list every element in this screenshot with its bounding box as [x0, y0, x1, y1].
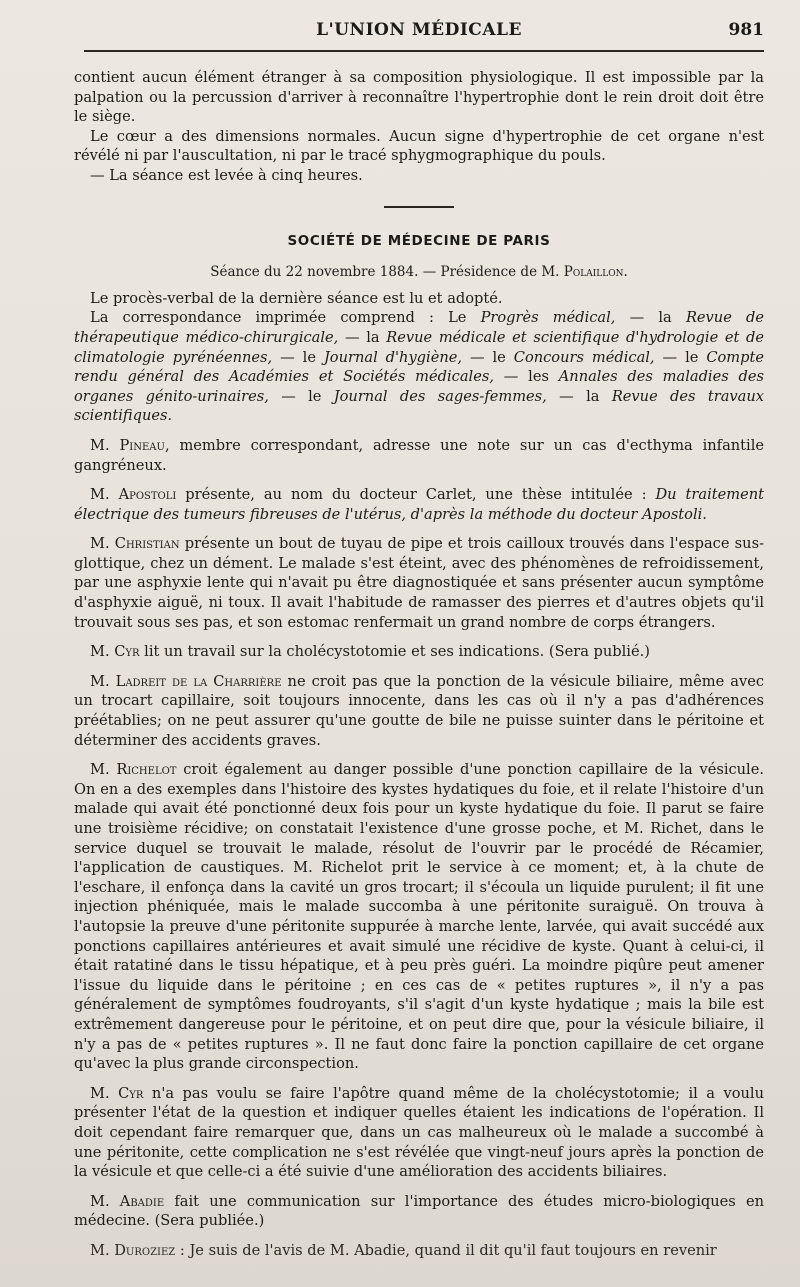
journal-title: Concours médical, — [513, 348, 655, 366]
section-separator — [384, 206, 454, 208]
article-body — [74, 68, 764, 1260]
speaker-text: présente un bout de tuyau de pipe et trois cailloux trouvés dans l'espace sus-glottique, chez un dément. Le malade s'est éteint, avec des phénomènes de refroidissement, par une asphyxie lente qui n'avait pu être diagnostiquée et sans présenter aucun symptôme d'asphyxie aiguë, ni toux. Il avait l'habitude de ramasser des pierres et d'autres objets qu'il trouvait sous ses pas, et son estomac renfermait un grand nombre de corps étrangers. — [74, 535, 764, 631]
speaker-title: M. — [90, 761, 110, 779]
text-run: — le — [272, 348, 324, 366]
president-name: Polaillon. — [563, 264, 628, 281]
speaker-title: M. — [90, 436, 110, 454]
speaker-text: croit également au danger possible d'une ponction capillaire de la vésicule. On en a des exemples dans l'histoire des kystes hydatiques du foie, et il relate l'histoire d'un malade qui avait été ponctionné deux fois pour un kyste hydatique du foie. Il parut se faire une troisième récidive; on constatait l'existence d'une grosse poche, et M. Richet, dans le service duquel se trouvait le malade, résolut de l'ouvrir par le procédé de Récamier, l'application de caustiques. M. Richelot prit le service à ce moment; et, à la chute de l'eschare, il enfonça dans la cavité un gros trocart; il s'écoula un liquide purulent; il fit une injection phéniquée, mais le malade succomba à une péritonite suraiguë. On trouva à l'autopsie la preuve d'une péritonite suppurée à marche lente, larvée, qui avait succédé aux ponctions capillaires antérieures et avait simulé une récidive de kyste. Quant à celui-ci, il était ratatiné dans le tissu hépatique, et à peu près guéri. La moindre piqûre peut amener l'issue du liquide dans le péritoine ; en ces cas de « petites ruptures », il n'y a pas généralement de symptômes foudroyants, s'il s'agit d'un kyste hydatique ; mais la bile est extrêmement dangereuse pour le péritoine, et on peut dire que, pour la vésicule biliaire, il n'y a pas de « petites ruptures ». Il ne faut donc faire la ponction capillaire de cet organe qu'avec la plus grande circonspection. — [74, 761, 764, 1073]
paragraph: contient aucun élément étranger à sa composition physiologique. Il est impossible par la palpation ou la percussion d'arriver à reconnaître l'hypertrophie dont le rein droit doit être le siège. — [74, 69, 764, 126]
speaker-paragraph — [74, 1084, 764, 1182]
session-line — [74, 263, 764, 283]
journal-title: Progrès médical, — [480, 309, 616, 327]
speaker-text: présente, au nom du docteur Carlet, une thèse intitulée : — [176, 486, 656, 504]
text-run: — le — [462, 348, 514, 366]
speaker-title: M. — [90, 1084, 110, 1102]
journal-title: Revue de thérapeutique médico-chirurgicale, — [74, 309, 764, 346]
speaker-name: Abadie — [119, 1192, 165, 1210]
page-number: 981 — [728, 20, 764, 40]
paragraph: — La séance est levée à cinq heures. — [90, 166, 363, 184]
speaker-paragraph — [74, 1192, 764, 1231]
journal-title: Compte rendu général des Académies et Sociétés médicales, — [74, 348, 764, 386]
speaker-paragraph — [74, 1241, 764, 1261]
speaker-name: Richelot — [116, 761, 177, 779]
journal-title: Journal d'hygiène, — [323, 348, 463, 366]
journal-title: Annales des maladies des organes génito-urinaires, — [74, 368, 764, 405]
speaker-title: M. — [90, 486, 110, 504]
section-title: SOCIÉTÉ DE MÉDECINE DE PARIS — [287, 232, 551, 249]
text-run: — la — [615, 309, 686, 327]
text-run: — la — [546, 387, 612, 405]
speaker-title: M. — [90, 1192, 110, 1210]
text-run: La correspondance imprimée comprend : Le — [90, 309, 481, 327]
journal-title: Revue des travaux scientifiques. — [74, 387, 764, 425]
text-run: — la — [338, 328, 387, 346]
running-title: L'UNION MÉDICALE — [316, 20, 522, 40]
speaker-paragraph — [74, 485, 764, 524]
speaker-text: lit un travail sur la cholécystotomie et ses indications. (Sera publié.) — [139, 643, 650, 661]
thesis-title: Du traitement électrique des tumeurs fibreuses de l'utérus, d'après la méthode du docteur Apostoli. — [74, 486, 764, 523]
speaker-paragraph — [74, 672, 764, 750]
speaker-name: Cyr — [118, 1084, 144, 1102]
journal-title: Revue médicale et scientifique d'hydrologie et de climatologie pyrénéennes, — [74, 328, 765, 366]
speaker-title: M. — [90, 672, 110, 690]
speaker-text: ne croit pas que la ponction de la vésicule biliaire, même avec un trocart capillaire, soit toujours innocente, dans les cas où il n'y a pas d'adhérences préétablies; on ne peut assurer qu'une goutte de bile ne puisse suinter dans le péritoine et déterminer des accidents graves. — [74, 672, 765, 749]
text-run: — le — [268, 387, 334, 405]
paragraph: Le procès-verbal de la dernière séance est lu et adopté. — [90, 289, 503, 307]
correspondence-paragraph — [74, 308, 764, 426]
speaker-name: Cyr — [114, 643, 140, 661]
header-rule — [84, 50, 764, 52]
speaker-text: : Je suis de l'avis de M. Abadie, quand il dit qu'il faut toujours en revenir — [175, 1241, 717, 1259]
page-header — [74, 16, 764, 44]
speaker-title: M. — [90, 643, 110, 661]
speaker-name: Duroziez — [114, 1241, 176, 1259]
speaker-paragraph — [74, 642, 764, 662]
text-run: — le — [654, 348, 707, 366]
speaker-paragraph — [74, 436, 764, 475]
speaker-text: n'a pas voulu se faire l'apôtre quand même de la cholécystotomie; il a voulu présenter l'état de la question et indiquer quelles étaient les indications de l'opération. Il doit cependant faire remarquer que, dans un cas malheureux où le malade a succombé à une péritonite, cette complication ne s'est révélée que vingt-neuf jours après la ponction de la vésicule et que celle-ci a été suivie d'une amélioration des accidents biliaires. — [74, 1084, 765, 1181]
speaker-title: M. — [90, 535, 110, 553]
speaker-name: Christian — [114, 535, 180, 553]
text-run: — les — [493, 368, 559, 386]
speaker-name: Pineau, — [119, 436, 170, 454]
speaker-paragraph — [74, 760, 764, 1074]
journal-title: Journal des sages-femmes, — [333, 387, 547, 405]
paragraph: Le cœur a des dimensions normales. Aucun signe d'hypertrophie de cet organe n'est révélé ni par l'auscultation, ni par le tracé sphygmographique du pouls. — [74, 127, 764, 165]
speaker-paragraph — [74, 534, 764, 632]
speaker-name: Ladreit de la Charrière — [115, 672, 282, 690]
speaker-text: membre correspondant, adresse une note sur un cas d'ecthyma infantile gangréneux. — [74, 436, 765, 474]
speaker-title: M. — [90, 1241, 110, 1259]
speaker-text: fait une communication sur l'importance des études micro-biologiques en médecine. (Sera publiée.) — [74, 1192, 765, 1230]
session-date: Séance du 22 novembre 1884. — Présidence de M. — [210, 264, 560, 281]
speaker-name: Apostoli — [118, 486, 177, 504]
